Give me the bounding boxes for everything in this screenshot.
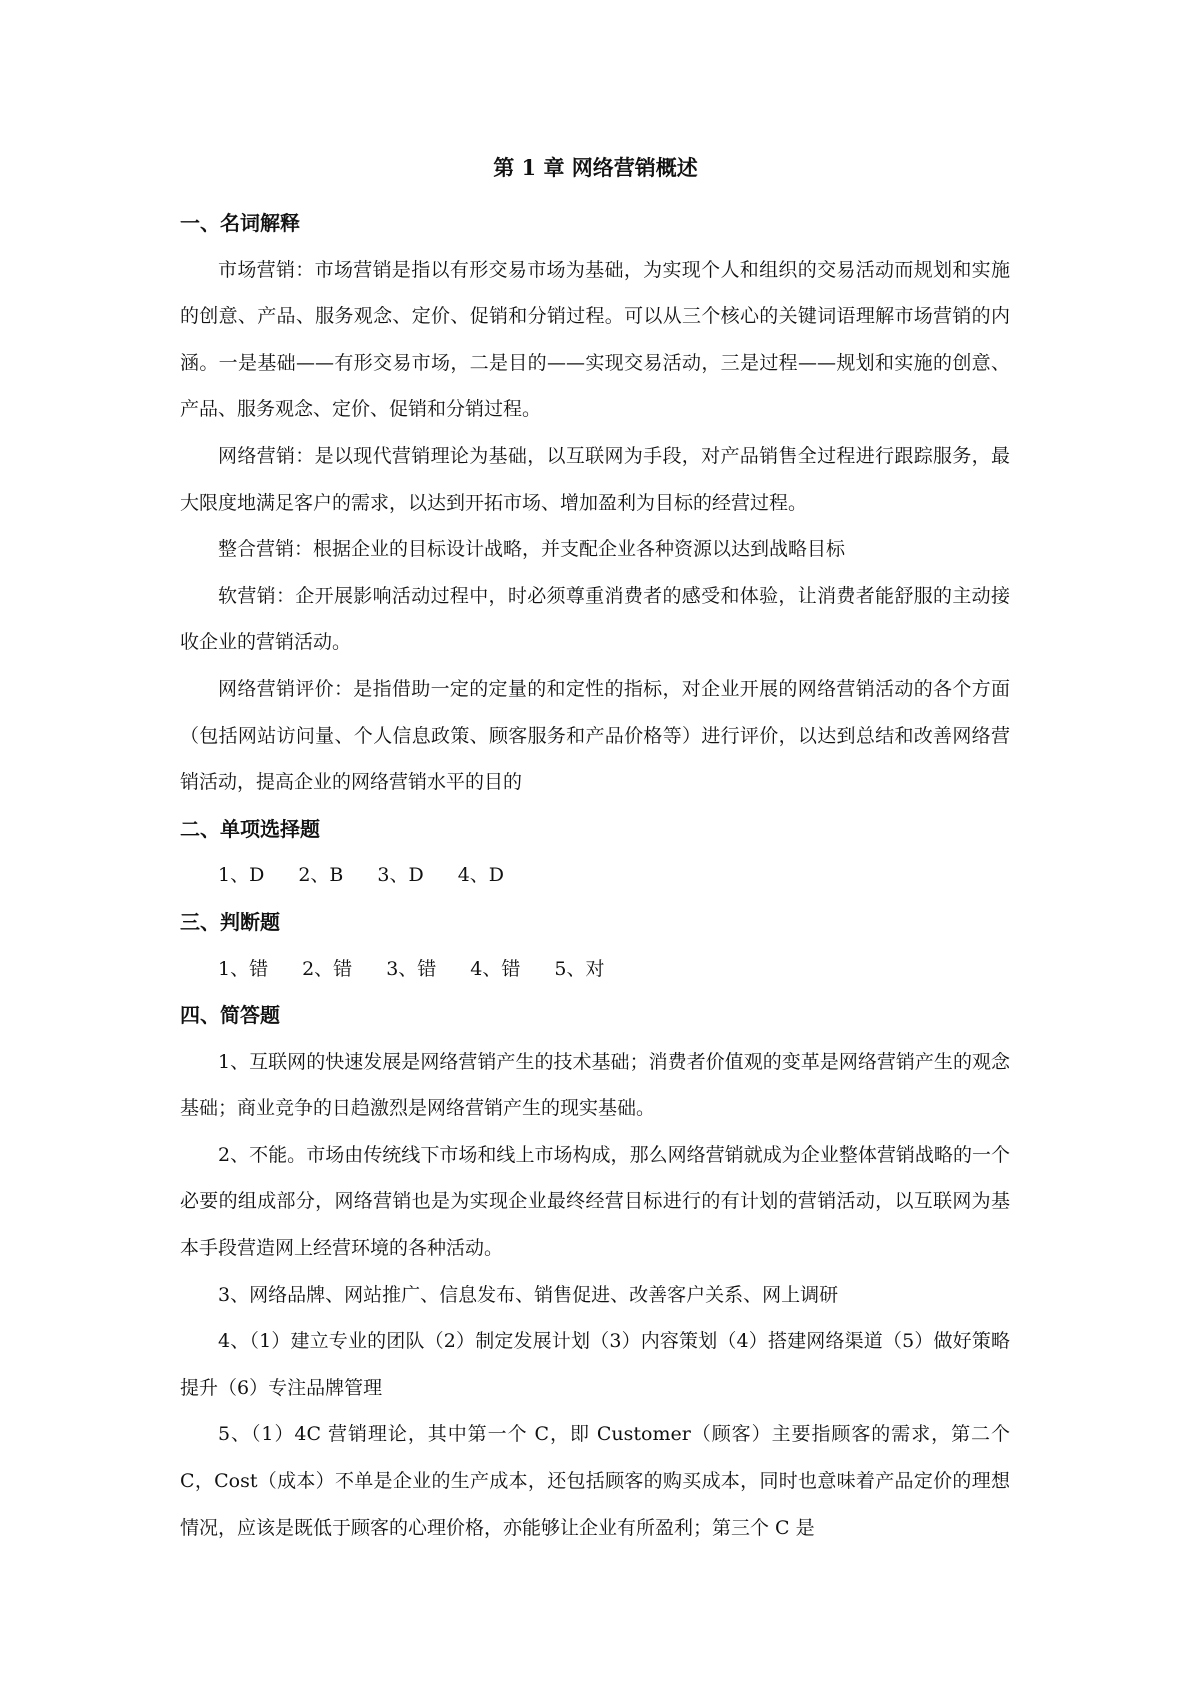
- true-false-answers: [180, 946, 1010, 993]
- single-choice-answers: [180, 852, 1010, 899]
- short-answer-2: 2、不能。市场由传统线下市场和线上市场构成，那么网络营销就成为企业整体营销战略的一个必要的组成部分，网络营销也是为实现企业最终经营目标进行的有计划的营销活动，以互联网为基本手段营造网上经营环境的各种活动。: [180, 1143, 1010, 1260]
- answer-item: 4、D: [457, 864, 505, 887]
- paragraph-network-marketing: 网络营销：是以现代营销理论为基础，以互联网为手段，对产品销售全过程进行跟踪服务，最大限度地满足客户的需求，以达到开拓市场、增加盈利为目标的经营过程。: [180, 444, 1010, 514]
- section-heading-short-answer: 四、简答题: [180, 1003, 280, 1028]
- answer-item: 5、对: [554, 957, 605, 980]
- section-heading-single-choice: 二、单项选择题: [180, 816, 320, 841]
- answer-item: 1、D: [218, 864, 265, 887]
- section-heading-terms: 一、名词解释: [180, 211, 300, 235]
- section-heading-true-false: 三、判断题: [180, 909, 280, 934]
- short-answer-5: 5、（1）4C 营销理论，其中第一个 C，即 Customer（顾客）主要指顾客的需求，第二个 C，Cost（成本）不单是企业的生产成本，还包括顾客的购买成本，同时也意味着产品定价的理想情况，应该是既低于顾客的心理价格，亦能够让企业有所盈利；第三个 C 是: [180, 1423, 1010, 1539]
- paragraph-soft-marketing: 软营销：企开展影响活动过程中，时必须尊重消费者的感受和体验，让消费者能舒服的主动接收企业的营销活动。: [180, 584, 1010, 654]
- paragraph-integrated-marketing: 整合营销：根据企业的目标设计战略，并支配企业各种资源以达到战略目标: [218, 538, 846, 561]
- short-answer-1: 1、互联网的快速发展是网络营销产生的技术基础；消费者价值观的变革是网络营销产生的观念基础；商业竞争的日趋激烈是网络营销产生的现实基础。: [180, 1050, 1010, 1120]
- chapter-title: 第 1 章 网络营销概述: [493, 155, 698, 180]
- short-answer-3: 3、网络品牌、网站推广、信息发布、销售促进、改善客户关系、网上调研: [218, 1283, 839, 1306]
- paragraph-market-marketing: 市场营销：市场营销是指以有形交易市场为基础，为实现个人和组织的交易活动而规划和实施的创意、产品、服务观念、定价、促销和分销过程。可以从三个核心的关键词语理解市场营销的内涵。一是基础——有形交易市场，二是目的——实现交易活动，三是过程——规划和实施的创意、产品、服务观念、定价、促销和分销过程。: [180, 258, 1010, 421]
- short-answer-4: 4、（1）建立专业的团队（2）制定发展计划（3）内容策划（4）搭建网络渠道（5）做好策略提升（6）专注品牌管理: [180, 1330, 1010, 1399]
- answer-item: 3、D: [377, 864, 424, 887]
- answer-item: 1、错: [218, 957, 269, 980]
- paragraph-marketing-evaluation: 网络营销评价：是指借助一定的定量的和定性的指标，对企业开展的网络营销活动的各个方面（包括网站访问量、个人信息政策、顾客服务和产品价格等）进行评价，以达到总结和改善网络营销活动，提高企业的网络营销水平的目的: [180, 677, 1010, 794]
- answer-item: 3、错: [386, 957, 437, 980]
- answer-item: 4、错: [470, 957, 521, 980]
- answer-item: 2、B: [298, 864, 344, 887]
- document-body: [180, 200, 1010, 1551]
- answer-item: 2、错: [302, 957, 353, 980]
